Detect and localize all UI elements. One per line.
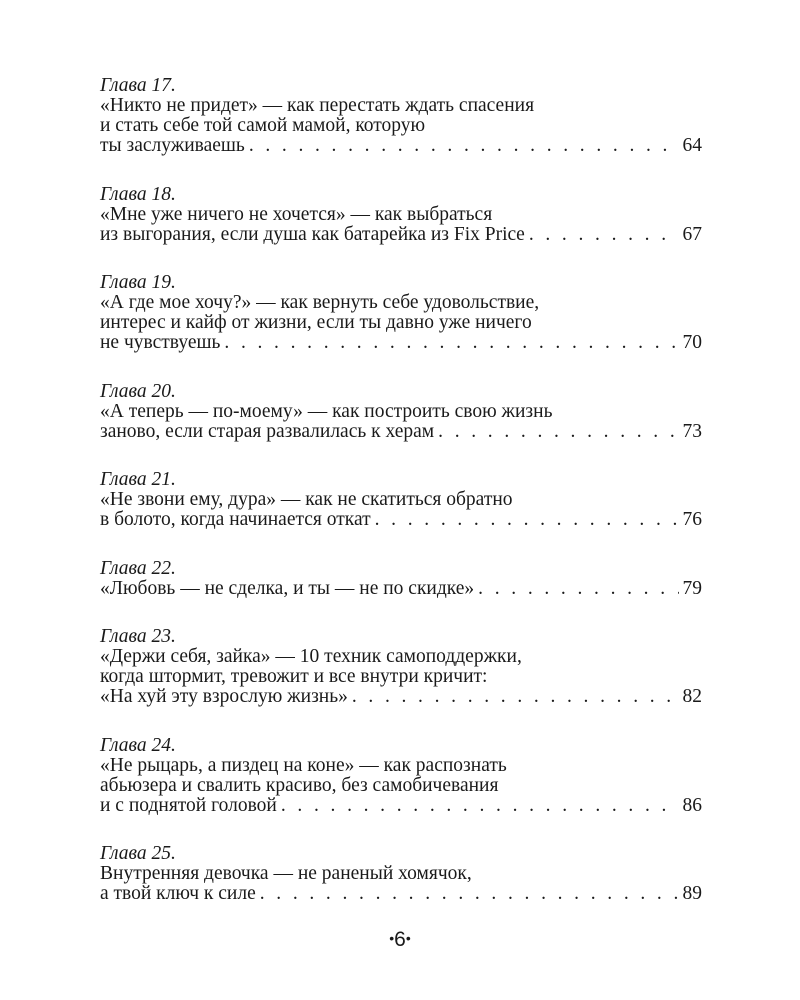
chapter-title-line: интерес и кайф от жизни, если ты давно уже ничего xyxy=(100,312,532,333)
chapter-title-line: «На хуй эту взрослую жизнь» xyxy=(100,686,348,707)
chapter-label: Глава 19. xyxy=(100,272,176,293)
chapter-label: Глава 22. xyxy=(100,557,176,579)
chapter-title-line: «Никто не придет» — как перестать ждать спасения xyxy=(100,95,535,116)
chapter-label: Глава 21. xyxy=(100,469,176,490)
page-number: 89 xyxy=(682,883,702,904)
dot-leader xyxy=(375,510,679,530)
chapter-label: Глава 25. xyxy=(100,843,176,864)
chapter-title-line: ты заслуживаешь xyxy=(100,135,245,156)
chapter-title-last-line xyxy=(100,225,702,245)
bullet-right: • xyxy=(405,930,411,946)
chapter-title-line: Внутренняя девочка — не раненый хомячок, xyxy=(100,863,472,884)
chapter-title-last-line xyxy=(100,579,702,599)
toc-entry-22 xyxy=(100,559,702,599)
dot-leader xyxy=(352,687,679,707)
toc-entry-25 xyxy=(100,844,702,904)
page-number: 76 xyxy=(682,509,702,530)
chapter-title-line: «Любовь — не сделка, и ты — не по скидке» xyxy=(100,577,475,599)
chapter-title-line: «Мне уже ничего не хочется» — как выбраться xyxy=(100,203,493,225)
chapter-title-line: «А где мое хочу?» — как вернуть себе удовольствие, xyxy=(100,292,540,313)
chapter-label: Глава 17. xyxy=(100,75,176,96)
page-number: 64 xyxy=(682,135,702,156)
page-number: 79 xyxy=(682,577,702,599)
dot-leader xyxy=(438,422,678,442)
toc-entry-18 xyxy=(100,185,702,245)
dot-leader xyxy=(260,884,679,904)
page-footer xyxy=(0,928,800,952)
chapter-title-last-line xyxy=(100,136,702,156)
chapter-title-line: «Не рыцарь, а пиздец на коне» — как распознать xyxy=(100,754,507,776)
dot-leader xyxy=(249,136,679,156)
chapter-title-line: в болото, когда начинается откат xyxy=(100,509,371,530)
chapter-title-line: «Не звони ему, дура» — как не скатиться обратно xyxy=(100,489,513,510)
chapter-title-last-line xyxy=(100,510,702,530)
page-number: 73 xyxy=(682,420,702,442)
chapter-title-line: из выгорания, если душа как батарейка из Fix Price xyxy=(100,223,525,245)
dot-leader xyxy=(529,225,679,245)
toc-entry-24 xyxy=(100,736,702,816)
chapter-title-line: не чувствуешь xyxy=(100,332,221,353)
table-of-contents xyxy=(100,76,702,933)
chapter-title-line: а твой ключ к силе xyxy=(100,883,256,904)
chapter-title-line: и стать себе той самой мамой, которую xyxy=(100,115,426,136)
dot-leader xyxy=(224,333,678,353)
chapter-title-line: когда штормит, тревожит и все внутри кричит: xyxy=(100,666,488,687)
chapter-title-last-line xyxy=(100,422,702,442)
dot-leader xyxy=(478,579,678,599)
chapter-label: Глава 18. xyxy=(100,183,176,205)
chapter-title-line: абьюзера и свалить красиво, без самобичевания xyxy=(100,774,499,796)
toc-entry-19 xyxy=(100,273,702,353)
toc-entry-23 xyxy=(100,627,702,707)
chapter-title-last-line xyxy=(100,884,702,904)
toc-entry-20 xyxy=(100,382,702,442)
chapter-label: Глава 24. xyxy=(100,734,176,756)
page-number: 67 xyxy=(682,223,702,245)
toc-entry-17 xyxy=(100,76,702,156)
chapter-label: Глава 20. xyxy=(100,380,176,402)
page-number: 82 xyxy=(682,686,702,707)
chapter-label: Глава 23. xyxy=(100,626,176,647)
chapter-title-line: «Держи себя, зайка» — 10 техник самоподдержки, xyxy=(100,646,522,667)
dot-leader xyxy=(281,796,679,816)
chapter-title-last-line xyxy=(100,796,702,816)
chapter-title-last-line xyxy=(100,687,702,707)
page-number: 70 xyxy=(682,332,702,353)
chapter-title-line: «А теперь — по-моему» — как построить свою жизнь xyxy=(100,400,553,422)
footer-page-number: 6 xyxy=(394,928,406,951)
bullet-left: • xyxy=(389,930,395,946)
page-number: 86 xyxy=(682,794,702,816)
toc-entry-21 xyxy=(100,470,702,530)
chapter-title-line: и с поднятой головой xyxy=(100,794,277,816)
chapter-title-last-line xyxy=(100,333,702,353)
chapter-title-line: заново, если старая развалилась к херам xyxy=(100,420,435,442)
